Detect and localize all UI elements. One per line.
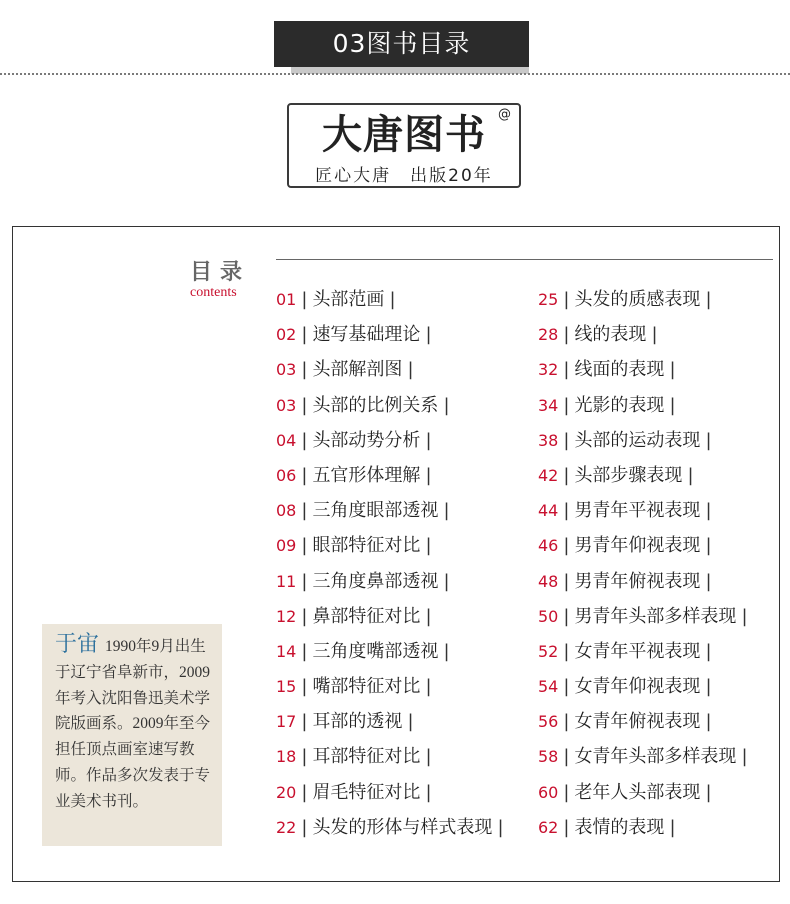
toc-page-number: 12 bbox=[276, 606, 297, 626]
toc-page-number: 17 bbox=[276, 712, 297, 732]
toc-column-right bbox=[538, 285, 753, 848]
toc-label: 男青年头部多样表现 bbox=[574, 605, 737, 627]
toc-item bbox=[276, 778, 509, 813]
author-name: 于宙 bbox=[55, 632, 100, 657]
toc-separator: | bbox=[563, 289, 570, 310]
toc-separator: | bbox=[497, 816, 504, 838]
toc-page-number: 44 bbox=[538, 501, 559, 521]
toc-item bbox=[276, 637, 509, 672]
toc-label: 三角度眼部透视 bbox=[312, 500, 439, 522]
toc-separator: | bbox=[301, 676, 308, 698]
toc-label: 头部范画 bbox=[312, 289, 385, 310]
toc-label: 头部步骤表现 bbox=[574, 464, 683, 486]
toc-item bbox=[538, 461, 753, 496]
toc-label: 五官形体理解 bbox=[312, 464, 421, 486]
toc-label: 表情的表现 bbox=[574, 816, 665, 838]
toc-label: 鼻部特征对比 bbox=[312, 605, 421, 627]
toc-item bbox=[538, 637, 753, 672]
toc-separator: | bbox=[443, 500, 450, 522]
toc-item bbox=[276, 602, 509, 637]
toc-item bbox=[538, 778, 753, 813]
toc-page-number: 56 bbox=[538, 712, 559, 732]
logo-title: 大唐图书 bbox=[322, 112, 486, 158]
dotted-divider bbox=[0, 73, 790, 75]
toc-item bbox=[276, 813, 509, 848]
toc-separator: | bbox=[563, 535, 570, 557]
logo-subtitle: 匠心大唐 出版20年 bbox=[315, 166, 493, 186]
toc-separator: | bbox=[301, 570, 308, 592]
toc-page-number: 11 bbox=[276, 571, 297, 591]
toc-label: 耳部特征对比 bbox=[312, 746, 421, 768]
toc-separator: | bbox=[301, 535, 308, 557]
toc-page-number: 46 bbox=[538, 536, 559, 556]
toc-item bbox=[538, 707, 753, 742]
toc-separator: | bbox=[389, 289, 396, 310]
toc-separator: | bbox=[425, 464, 432, 486]
toc-page-number: 42 bbox=[538, 465, 559, 485]
toc-label: 线的表现 bbox=[574, 324, 647, 346]
toc-separator: | bbox=[425, 535, 432, 557]
toc-page-number: 48 bbox=[538, 571, 559, 591]
toc-separator: | bbox=[705, 500, 712, 522]
toc-label: 女青年仰视表现 bbox=[574, 676, 701, 698]
toc-separator: | bbox=[741, 605, 748, 627]
toc-separator: | bbox=[563, 816, 570, 838]
toc-item bbox=[538, 355, 753, 390]
toc-separator: | bbox=[563, 676, 570, 698]
toc-separator: | bbox=[301, 605, 308, 627]
toc-separator: | bbox=[669, 394, 676, 416]
toc-label: 头部动势分析 bbox=[312, 429, 421, 451]
toc-separator: | bbox=[563, 570, 570, 592]
toc-item bbox=[538, 742, 753, 777]
toc-item bbox=[538, 602, 753, 637]
toc-item bbox=[538, 391, 753, 426]
toc-page-number: 03 bbox=[276, 395, 297, 415]
toc-label: 头部的比例关系 bbox=[312, 394, 439, 416]
toc-item bbox=[276, 426, 509, 461]
toc-label: 男青年俯视表现 bbox=[574, 570, 701, 592]
toc-label: 眉毛特征对比 bbox=[312, 781, 421, 803]
toc-label: 耳部的透视 bbox=[312, 711, 403, 733]
toc-separator: | bbox=[425, 676, 432, 698]
toc-separator: | bbox=[563, 359, 570, 381]
toc-page-number: 14 bbox=[276, 641, 297, 661]
toc-page-number: 25 bbox=[538, 290, 559, 309]
toc-item bbox=[538, 672, 753, 707]
toc-separator: | bbox=[301, 394, 308, 416]
toc-label: 男青年仰视表现 bbox=[574, 535, 701, 557]
toc-page-number: 06 bbox=[276, 465, 297, 485]
author-bio: 1990年9月出生于辽宁省阜新市，2009年考入沈阳鲁迅美术学院版画系。2009年至今担任顶点画室速写教师。作品多次发表于专业美术书刊。 bbox=[55, 638, 211, 810]
toc-separator: | bbox=[563, 605, 570, 627]
toc-separator: | bbox=[563, 746, 570, 768]
toc-separator: | bbox=[563, 324, 570, 346]
toc-item bbox=[276, 496, 509, 531]
toc-label: 三角度嘴部透视 bbox=[312, 640, 439, 662]
toc-page-number: 20 bbox=[276, 782, 297, 802]
toc-label: 光影的表现 bbox=[574, 394, 665, 416]
toc-separator: | bbox=[301, 289, 308, 310]
logo-mark: @ bbox=[498, 107, 511, 122]
toc-page-number: 34 bbox=[538, 395, 559, 415]
toc-separator: | bbox=[425, 781, 432, 803]
toc-separator: | bbox=[651, 324, 658, 346]
toc-item bbox=[538, 285, 753, 320]
toc-separator: | bbox=[705, 676, 712, 698]
toc-separator: | bbox=[301, 429, 308, 451]
toc-item bbox=[538, 496, 753, 531]
toc-separator: | bbox=[301, 359, 308, 381]
toc-separator: | bbox=[669, 359, 676, 381]
toc-page-number: 04 bbox=[276, 430, 297, 450]
toc-separator: | bbox=[705, 535, 712, 557]
author-box bbox=[42, 624, 222, 846]
toc-page-number: 54 bbox=[538, 677, 559, 697]
toc-separator: | bbox=[443, 394, 450, 416]
toc-separator: | bbox=[443, 570, 450, 592]
toc-label: 男青年平视表现 bbox=[574, 500, 701, 522]
toc-page-number: 09 bbox=[276, 536, 297, 556]
toc-page-number: 22 bbox=[276, 817, 297, 837]
toc-page-number: 50 bbox=[538, 606, 559, 626]
toc-separator: | bbox=[301, 324, 308, 346]
toc-label: 头部解剖图 bbox=[312, 359, 403, 381]
toc-separator: | bbox=[705, 429, 712, 451]
toc-item bbox=[538, 813, 753, 848]
toc-separator: | bbox=[407, 711, 414, 733]
toc-separator: | bbox=[563, 781, 570, 803]
toc-label: 女青年平视表现 bbox=[574, 640, 701, 662]
toc-title: 目录 bbox=[190, 260, 251, 285]
toc-page-number: 38 bbox=[538, 430, 559, 450]
toc-label: 眼部特征对比 bbox=[312, 535, 421, 557]
toc-item bbox=[538, 320, 753, 355]
toc-page-number: 01 bbox=[276, 290, 297, 309]
toc-page-number: 58 bbox=[538, 747, 559, 767]
toc-label: 头发的形体与样式表现 bbox=[312, 816, 493, 838]
toc-separator: | bbox=[705, 289, 712, 310]
toc-label: 嘴部特征对比 bbox=[312, 676, 421, 698]
toc-separator: | bbox=[301, 464, 308, 486]
toc-page-number: 32 bbox=[538, 360, 559, 380]
toc-separator: | bbox=[443, 640, 450, 662]
toc-separator: | bbox=[563, 711, 570, 733]
toc-label: 三角度鼻部透视 bbox=[312, 570, 439, 592]
toc-subtitle: contents bbox=[190, 285, 237, 300]
publisher-logo bbox=[287, 103, 521, 188]
toc-separator: | bbox=[563, 640, 570, 662]
toc-page-number: 08 bbox=[276, 501, 297, 521]
toc-separator: | bbox=[407, 359, 414, 381]
toc-separator: | bbox=[425, 746, 432, 768]
toc-separator: | bbox=[705, 711, 712, 733]
toc-separator: | bbox=[425, 429, 432, 451]
toc-separator: | bbox=[669, 816, 676, 838]
toc-separator: | bbox=[301, 746, 308, 768]
toc-separator: | bbox=[301, 640, 308, 662]
toc-separator: | bbox=[563, 464, 570, 486]
toc-item bbox=[276, 391, 509, 426]
toc-rule bbox=[276, 259, 773, 260]
toc-item bbox=[538, 567, 753, 602]
toc-separator: | bbox=[301, 816, 308, 838]
toc-separator: | bbox=[425, 324, 432, 346]
toc-label: 头发的质感表现 bbox=[574, 289, 701, 310]
toc-separator: | bbox=[705, 640, 712, 662]
toc-page-number: 02 bbox=[276, 325, 297, 345]
toc-item bbox=[538, 531, 753, 566]
toc-label: 女青年俯视表现 bbox=[574, 711, 701, 733]
toc-separator: | bbox=[301, 781, 308, 803]
toc-separator: | bbox=[741, 746, 748, 768]
toc-item bbox=[276, 707, 509, 742]
toc-separator: | bbox=[705, 781, 712, 803]
toc-label: 老年人头部表现 bbox=[574, 781, 701, 803]
toc-item bbox=[276, 355, 509, 390]
toc-item bbox=[538, 426, 753, 461]
toc-label: 线面的表现 bbox=[574, 359, 665, 381]
toc-item bbox=[276, 531, 509, 566]
toc-separator: | bbox=[425, 605, 432, 627]
toc-page-number: 28 bbox=[538, 325, 559, 345]
toc-item bbox=[276, 567, 509, 602]
toc-separator: | bbox=[687, 464, 694, 486]
toc-separator: | bbox=[301, 711, 308, 733]
toc-page-number: 15 bbox=[276, 677, 297, 697]
toc-separator: | bbox=[563, 394, 570, 416]
toc-page-number: 03 bbox=[276, 360, 297, 380]
toc-page-number: 18 bbox=[276, 747, 297, 767]
section-title: 03图书目录 bbox=[274, 21, 529, 67]
toc-separator: | bbox=[301, 500, 308, 522]
toc-label: 速写基础理论 bbox=[312, 324, 421, 346]
toc-item bbox=[276, 285, 509, 320]
toc-page-number: 62 bbox=[538, 817, 559, 837]
toc-separator: | bbox=[705, 570, 712, 592]
toc-separator: | bbox=[563, 429, 570, 451]
toc-label: 女青年头部多样表现 bbox=[574, 746, 737, 768]
toc-page-number: 60 bbox=[538, 782, 559, 802]
toc-item bbox=[276, 672, 509, 707]
toc-item bbox=[276, 320, 509, 355]
toc-label: 头部的运动表现 bbox=[574, 429, 701, 451]
toc-column-left bbox=[276, 285, 509, 848]
toc-item bbox=[276, 742, 509, 777]
toc-item bbox=[276, 461, 509, 496]
toc-separator: | bbox=[563, 500, 570, 522]
toc-page-number: 52 bbox=[538, 641, 559, 661]
